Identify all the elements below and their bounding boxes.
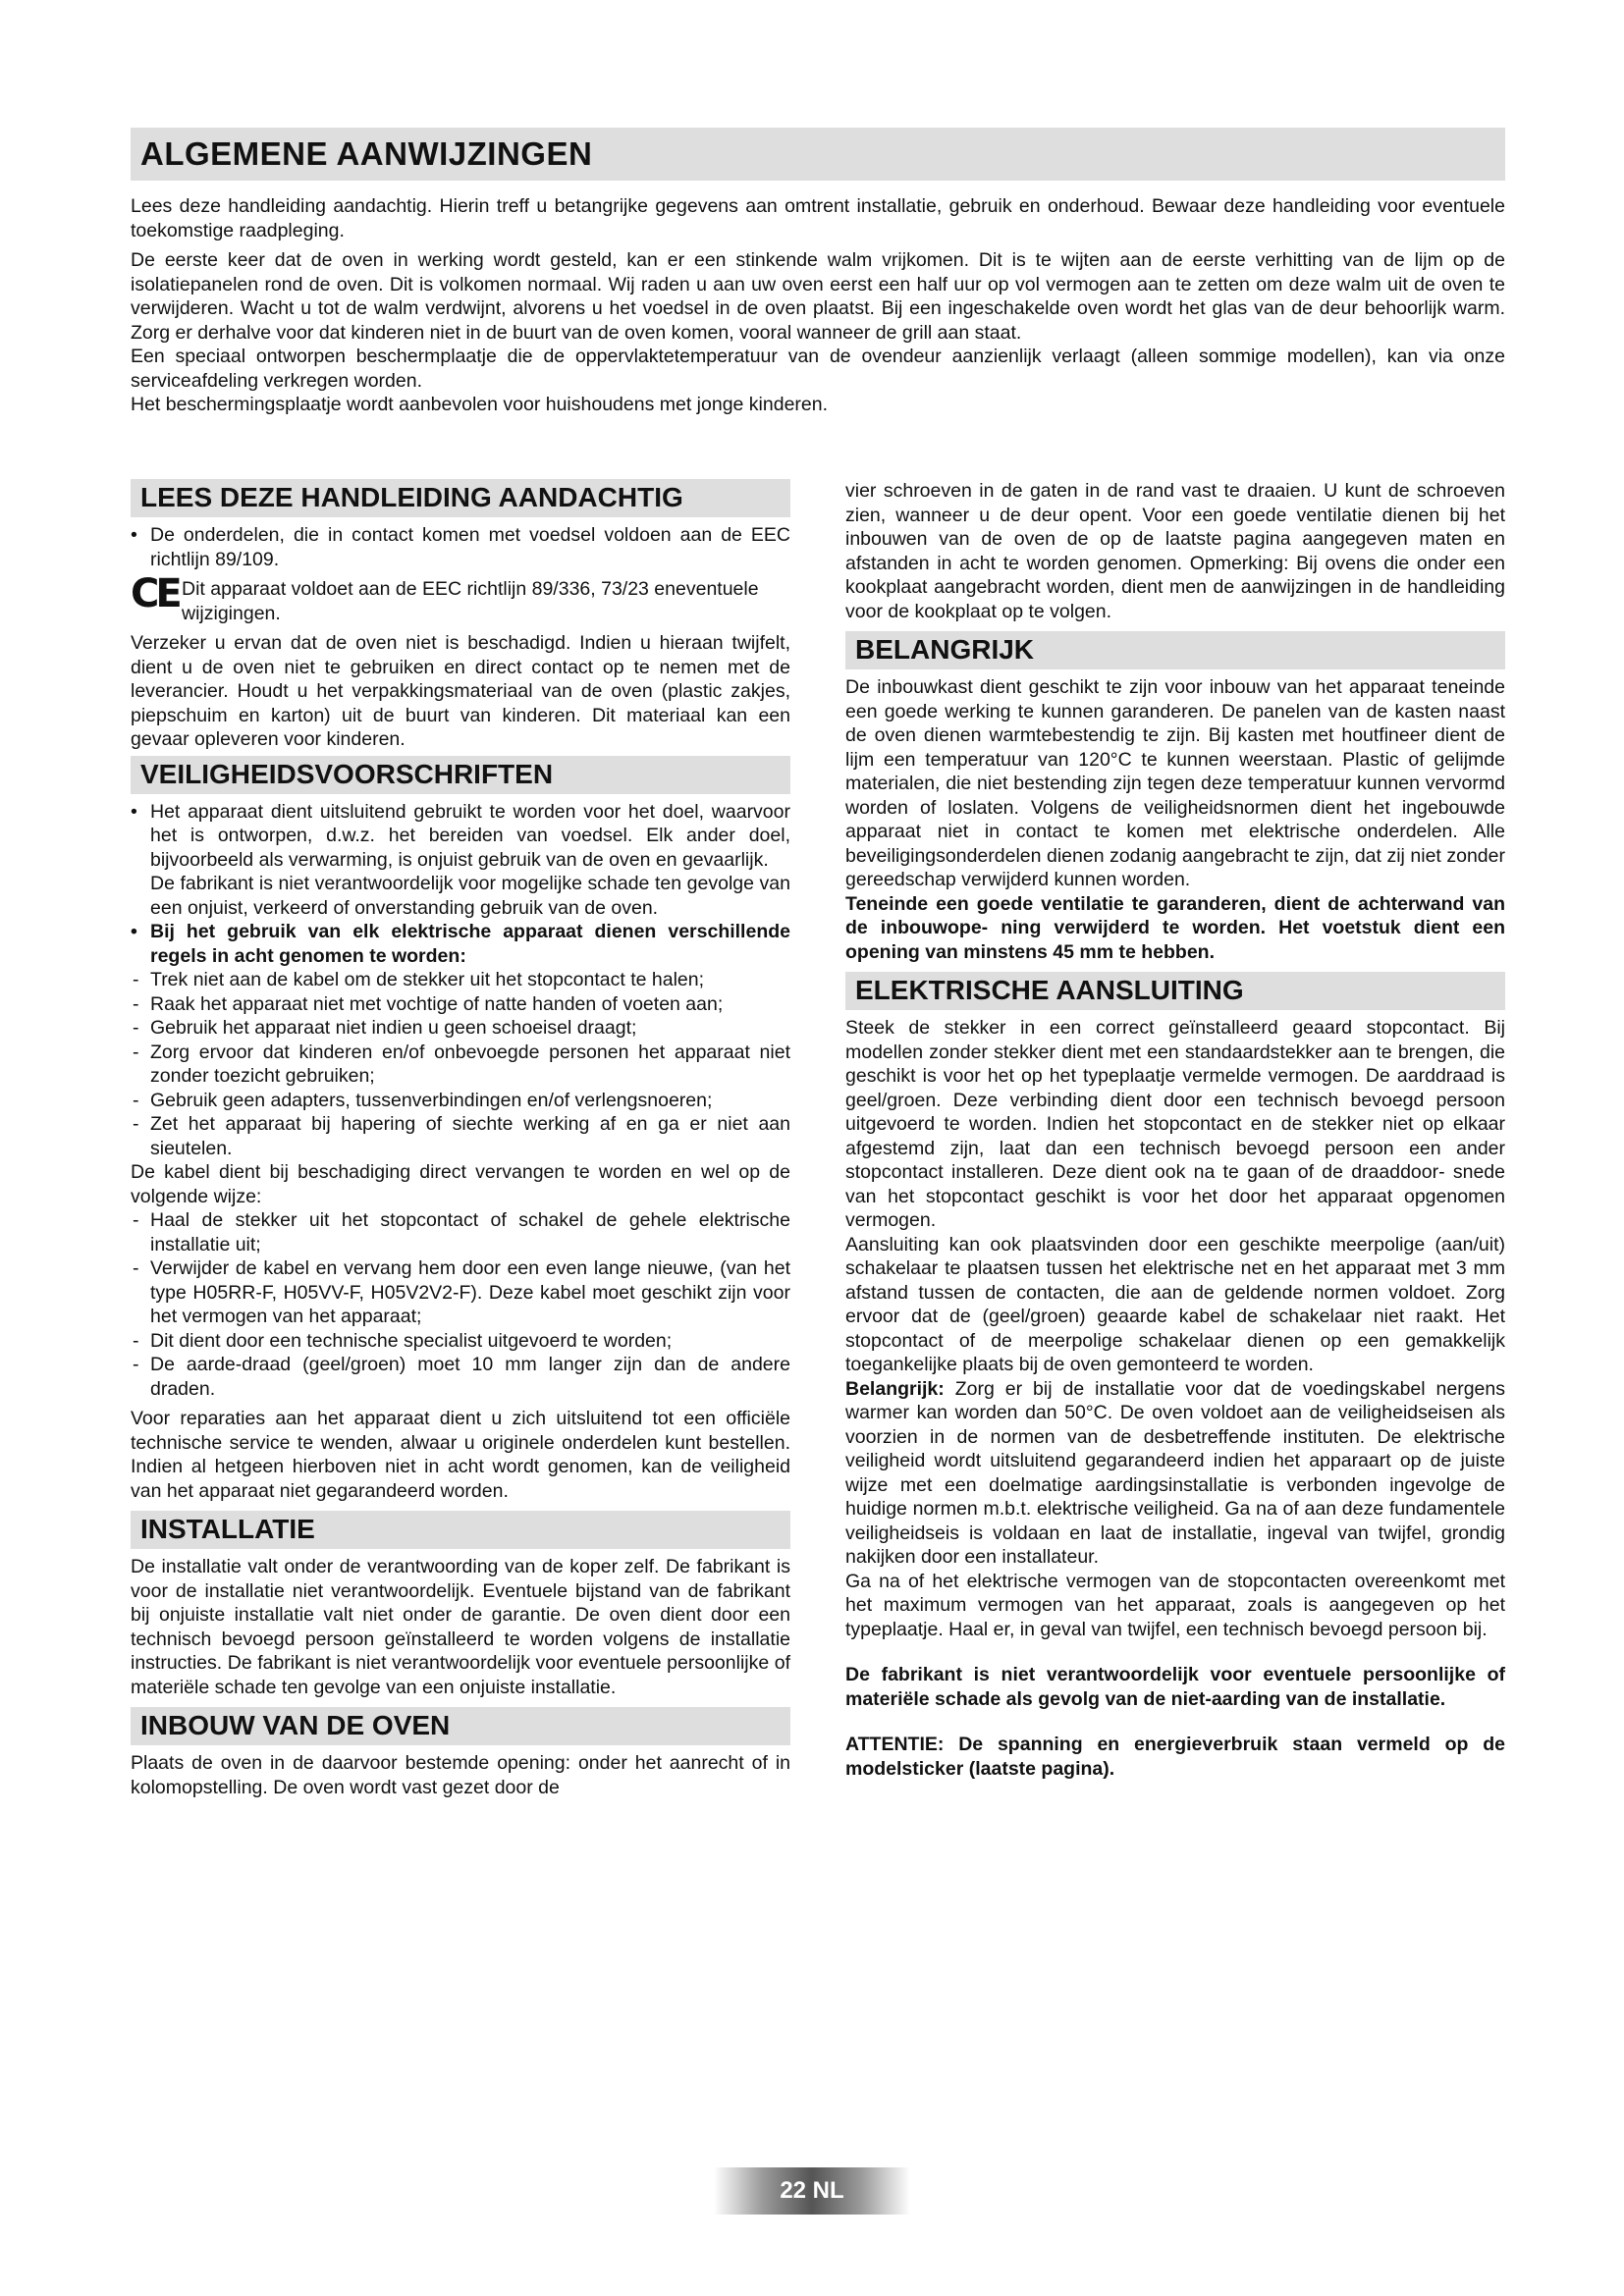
elektrisch-paragraph: Aansluiting kan ook plaatsvinden door een geschikte meerpolige (aan/uit) schakelaar te plaatsen tussen het elektrische net en het apparaat met 3 mm afstand tussen de contacten, die aan de geldende normen voldoet. Zorg ervoor dat de (geel/groen) geaarde kabel de schakelaar niet raakt. Het stopcontact of de meerpolige schakelaar dienen op een gemakkelijk toegankelijke plaats bij de oven gemonteerd te worden. (845, 1233, 1505, 1375)
right-column (845, 479, 1505, 1803)
ce-conformity (131, 571, 790, 625)
dash-item: - Raak het apparaat niet met vochtige of natte handen of voeten aan; (133, 992, 724, 1015)
intro-paragraph: Het beschermingsplaatje wordt aanbevolen voor huishoudens met jonge kinderen. (131, 394, 829, 415)
list-item-text: De onderdelen, die in contact komen met voedsel voldoen aan de EEC richtlijn 89/109. (150, 524, 790, 570)
section-title: ELEKTRISCHE AANSLUITING (855, 975, 1244, 1006)
important-text: Zorg er bij de installatie voor dat de voedingskabel nergens warmer kan worden dan 50°C. De oven voldoet aan de veiligheidseisen als voorzien in de normen van de desbetreffende instituten. De elektrische veiligheid wordt uitsluitend gegarandeerd indien het apparaart op de juiste wijze met een doelmatige aardingsinstallatie is verbonden ingevolge de huidige normen m.b.t. elektrische veiligheid. Ga na of aan deze fundamentele veiligheidseis is voldaan en laat de installatie, ingeval van twijfel, grondig nakijken door een installateur. (845, 1377, 1505, 1568)
attention-notice: ATTENTIE: De spanning en energieverbruik staan vermeld op de modelsticker (laatste pagina). (845, 1734, 1505, 1780)
dash-item: - Dit dient door een technische specialist uitgevoerd te worden; (133, 1329, 673, 1352)
elektrisch-paragraph (845, 1377, 1505, 1570)
intro-paragraph: Een speciaal ontworpen beschermplaatje die de oppervlaktetemperatuur van de ovendeur aanzienlijk verlaagt (alleen sommige modellen), kan via onze serviceafdeling verkregen worden. (131, 346, 1505, 392)
section-header-inbouw (131, 1707, 790, 1745)
belangrijk-paragraph: De inbouwkast dient geschikt te zijn voor inbouw van het apparaat teneinde een goede werking te kunnen garanderen. De panelen van de kasten naast de oven dienen warmtebestendig te zijn. Bij kasten met houtfineer dient de lijm een temperatuur van 120°C te kunnen weerstaan. Plastic of gelijmde materialen, die niet bestending zijn tegen deze temperatuur kunnen vervormd worden of loslaten. Volgens de veiligheidsnormen dient het ingebouwde apparaat niet in contact te komen met elektrische onderdelen. Alle beveiligingsonderdelen dienen zodanig aangebracht te zijn, dat zij niet zonder gereedschap verwijderd kunnen worden. (845, 676, 1505, 890)
dash-item: - Zorg ervoor dat kinderen en/of onbevoegde personen het apparaat niet zonder toezicht gebruiken; (133, 1041, 790, 1087)
page-number-badge (714, 2167, 910, 2215)
ce-mark-icon: CE (131, 571, 179, 616)
intro-paragraph: Lees deze handleiding aandachtig. Hierin treff u betangrijke gegevens aan omtrent installatie, gebruik en onderhoud. Bewaar deze handleiding voor eventuele toekomstige raadpleging. (131, 195, 1505, 241)
list-item (131, 800, 790, 873)
section-title: VEILIGHEIDSVOORSCHRIFTEN (140, 758, 554, 789)
inbouw-paragraph-continued: vier schroeven in de gaten in de rand vast te draaien. U kunt de schroeven zien, wanneer u de deur opent. Voor een goede ventilatie dienen bij het inbouwen van de oven de op de laatste pagina aangegeven maten en afstanden in acht te worden genomen. Opmerking: Bij ovens die onder een kookplaat aangebracht worden, dient men de aanwijzingen in de handleiding voor de kookplaat op te volgen. (845, 480, 1505, 622)
dash-item: - Gebruik geen adapters, tussenverbindingen en/of verlengsnoeren; (133, 1089, 713, 1111)
left-column (131, 479, 790, 1803)
inbouw-paragraph: Plaats de oven in de daarvoor bestemde opening: onder het aanrecht of in kolomopstelling. De oven wordt vast gezet door de (131, 1752, 790, 1798)
bullet-icon: • (131, 921, 137, 942)
important-label: Belangrijk: (845, 1377, 945, 1400)
bullet-icon: • (131, 524, 137, 546)
footer (0, 2167, 1624, 2215)
section-header-lees (131, 479, 790, 517)
elektrisch-paragraph: Ga na of het elektrische vermogen van de stopcontacten overeenkomt met het maximum vermogen van het apparaat, zoals is aangegeven op het typeplaatje. Haal er, in geval van twijfel, een technisch bevoegd persoon bij. (845, 1570, 1505, 1640)
dash-item: - De aarde-draad (geel/groen) moet 10 mm langer zijn dan de andere draden. (133, 1354, 790, 1400)
intro-section (131, 194, 1505, 417)
list-item-note: De fabrikant is niet verantwoordelijk voor mogelijke schade ten gevolge van een onjuist, verkeerd of onverstanding gebruik van de oven. (150, 873, 790, 919)
intro-paragraph: De eerste keer dat de oven in werking wordt gesteld, kan er een stinkende walm vrijkomen. Dit is te wijten aan de eerste verhitting van de lijm op de isolatiepanelen rond de oven. Dit is volkomen normaal. Wij raden u aan uw oven eerst een half uur op vol vermogen aan te zetten om deze walm uit de oven te verwijderen. Wacht u tot de walm verdwijnt, alvorens u het voedsel in de oven plaatst. Bij een ingeschakelde oven wordt het glas van de deur behoorlijk warm. Zorg er derhalve voor dat kinderen niet in de buurt van de oven komen, vooral wanneer de grill aan staat. (131, 249, 1505, 344)
belangrijk-bold-paragraph: Teneinde een goede ventilatie te garanderen, dient de achterwand van de inbouwope- ning verwijderd te worden. Het voetstuk dient een opening van minstens 45 mm te hebben. (845, 892, 1505, 963)
cable-paragraph: De kabel dient bij beschadiging direct vervangen te worden en wel op de volgende wijze: (131, 1161, 790, 1207)
main-title-bar (131, 128, 1505, 181)
page (131, 128, 1505, 1798)
dash-item: - Zet het apparaat bij hapering of siechte werking af en ga er niet aan sieutelen. (133, 1113, 790, 1159)
dash-item: - Gebruik het apparaat niet indien u geen schoeisel draagt; (133, 1017, 637, 1039)
installatie-paragraph: De installatie valt onder de verantwoording van de koper zelf. De fabrikant is voor de installatie niet verantwoordelijk. Eventuele bijstand van de fabrikant bij onjuiste installatie valt niet onder de garantie. De oven dient door een technisch bevoegd persoon geïnstalleerd te worden volgens de installatie instructies. De fabrikant is niet verantwoordelijk voor eventuele persoonlijke of materiële schade ten gevolge van een onjuiste installatie. (131, 1556, 790, 1698)
section-title: INSTALLATIE (140, 1514, 315, 1545)
list-item-text: Bij het gebruik van elk elektrische apparaat dienen verschillende regels in acht genomen te worden: (150, 921, 790, 967)
list-item (131, 523, 790, 571)
section-header-veiligheid (131, 756, 790, 794)
section-title: BELANGRIJK (855, 634, 1035, 666)
section-title: LEES DEZE HANDLEIDING AANDACHTIG (140, 482, 683, 513)
page-title: ALGEMENE AANWIJZINGEN (140, 135, 593, 172)
dash-item: - Haal de stekker uit het stopcontact of schakel de gehele elektrische installatie uit; (133, 1209, 790, 1255)
section-header-elektrisch (845, 972, 1505, 1010)
two-column-body (131, 479, 1505, 1803)
liability-notice: De fabrikant is niet verantwoordelijk voor eventuele persoonlijke of materiële schade als gevolg van de niet-aarding van de installatie. (845, 1664, 1505, 1710)
list-item (131, 920, 790, 968)
dash-item: - Verwijder de kabel en vervang hem door een even lange nieuwe, (van het type H05RR-F, H05VV-F, H05V2V2-F). Deze kabel moet geschikt zijn voor het vermogen van het apparaat; (133, 1257, 790, 1327)
repairs-paragraph: Voor reparaties aan het apparaat dient u zich uitsluitend tot een officiële technische service te wenden, alwaar u originele onderdelen kunt bestellen. Indien al hetgeen hierboven niet in acht wordt genomen, kan de veiligheid van het apparaat niet gegarandeerd worden. (131, 1408, 790, 1502)
section-header-belangrijk (845, 631, 1505, 669)
bullet-icon: • (131, 800, 137, 823)
dash-item: - Trek niet aan de kabel om de stekker uit het stopcontact te halen; (133, 969, 705, 990)
section-title: INBOUW VAN DE OVEN (140, 1710, 451, 1741)
elektrisch-paragraph: Steek de stekker in een correct geïnstalleerd geaard stopcontact. Bij modellen zonder stekker dient met een standaardstekker aan te brengen, die geschikt is voor het op het typeplaatje vermelde vermogen. De aarddraad is geel/groen. Deze verbinding dient door een technisch bevoegd persoon uitgevoerd te worden. Indien het stopcontact en de stekker niet op elkaar afgestemd zijn, laat dan een technisch bevoegd persoon een ander stopcontact installeren. Deze dient ook na te gaan of de draaddoor- snede van het stopcontact geschikt is voor het door het apparaat opgenomen vermogen. (845, 1017, 1505, 1231)
list-item-text: Het apparaat dient uitsluitend gebruikt te worden voor het doel, waarvoor het is ontworpen, d.w.z. het bereiden van voedsel. Elk ander doel, bijvoorbeeld als verwarming, is onjuist gebruik van de oven en gevaarlijk. (150, 800, 790, 871)
section-header-installatie (131, 1511, 790, 1549)
page-number: 22 NL (780, 2177, 844, 2204)
ce-text: Dit apparaat voldoet aan de EEC richtlijn 89/336, 73/23 eneventuele wijzigingen. (182, 578, 759, 624)
check-paragraph: Verzeker u ervan dat de oven niet is beschadigd. Indien u hieraan twijfelt, dient u de oven niet te gebruiken en direct contact op te nemen met de leverancier. Houdt u het verpakkingsmateriaal van de oven (plastic zakjes, piepschuim en karton) uit de buurt van kinderen. Dit materiaal kan een gevaar opleveren voor kinderen. (131, 632, 790, 750)
